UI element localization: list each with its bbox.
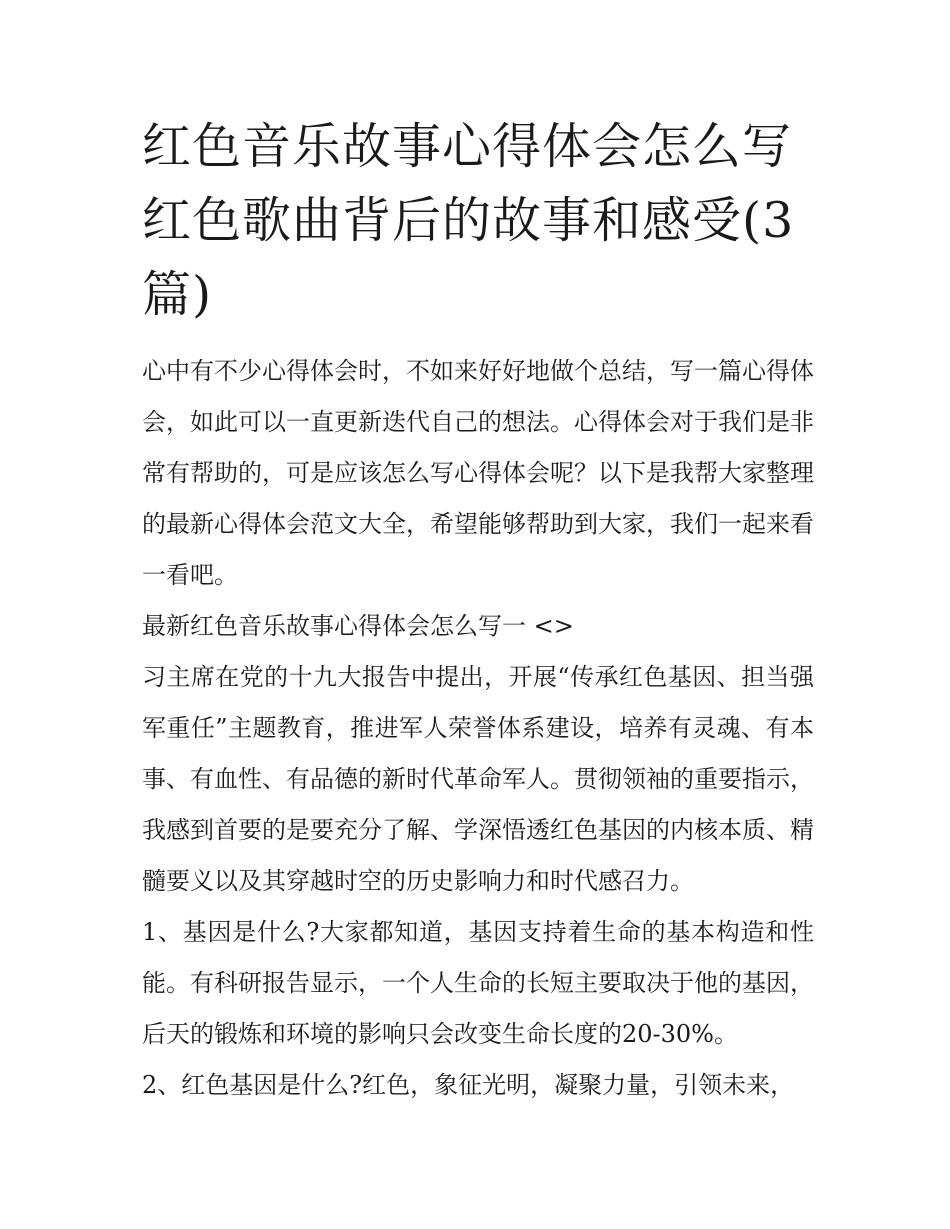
document-title: 红色音乐故事心得体会怎么写 红色歌曲背后的故事和感受(3篇) (142, 118, 795, 323)
section-heading: 最新红色音乐故事心得体会怎么写一 <> (142, 612, 574, 640)
body-paragraph: 习主席在党的十九大报告中提出，开展“传承红色基因、担当强军重任”主题教育，推进军人荣誉体系建设，培养有灵魂、有本事、有血性、有品德的新时代革命军人。贯彻领袖的重要指示，我感到首要的是要充分了解、学深悟透红色基因的内核本质、精髓要义以及其穿越时空的历史影响力和时代感召力。 (142, 663, 814, 895)
intro-paragraph: 心中有不少心得体会时，不如来好好地做个总结，写一篇心得体会，如此可以一直更新迭代自己的想法。心得体会对于我们是非常有帮助的，可是应该怎么写心得体会呢？以下是我帮大家整理的最新心得体会范文大全，希望能够帮助到大家，我们一起来看一看吧。 (142, 357, 814, 589)
body-paragraph: 1、基因是什么?大家都知道，基因支持着生命的基本构造和性能。有科研报告显示，一个人生命的长短主要取决于他的基因，后天的锻炼和环境的影响只会改变生命长度的20-30%。 (142, 918, 814, 1048)
document-page (142, 110, 814, 1111)
body-paragraph: 2、红色基因是什么?红色，象征光明，凝聚力量，引领未来， (142, 1071, 795, 1099)
